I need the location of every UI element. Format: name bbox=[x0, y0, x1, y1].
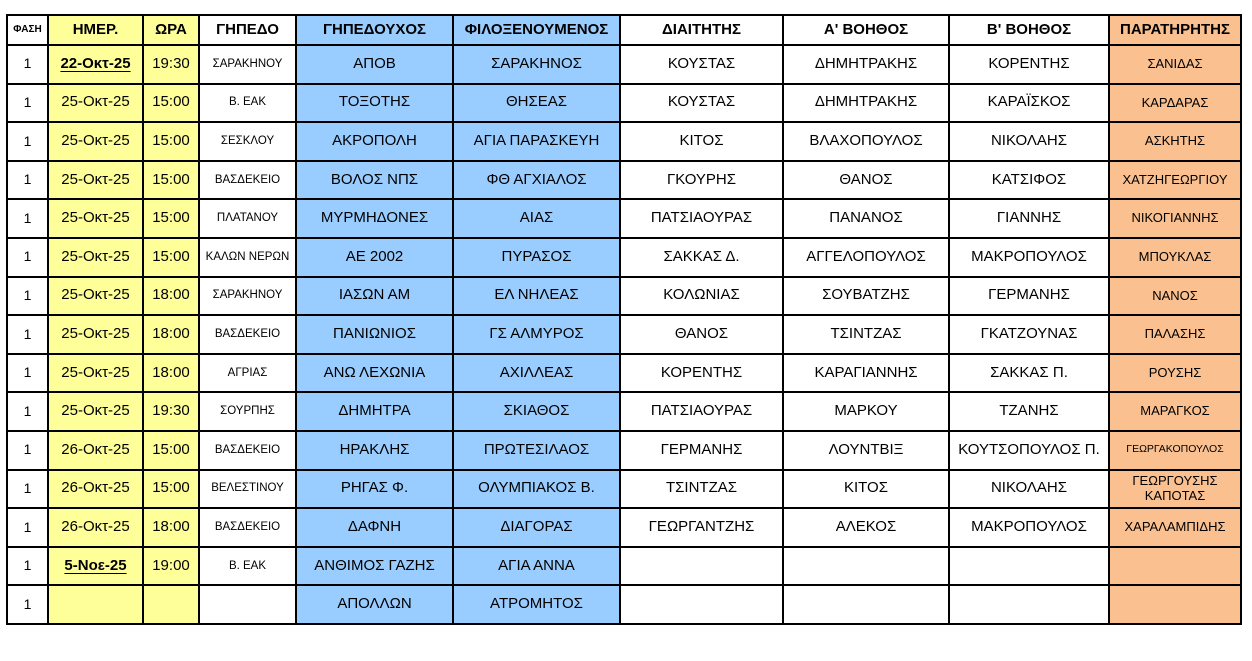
cell-referee: ΚΟΛΩΝΙΑΣ bbox=[620, 277, 783, 316]
table-row bbox=[7, 547, 1241, 586]
cell-venue: Β. ΕΑΚ bbox=[199, 547, 296, 586]
cell-referee: ΣΑΚΚΑΣ Δ. bbox=[620, 238, 783, 277]
table-row bbox=[7, 122, 1241, 161]
cell-venue: Β. ΕΑΚ bbox=[199, 84, 296, 123]
cell-venue bbox=[199, 585, 296, 624]
column-header-time: ΩΡΑ bbox=[143, 15, 199, 45]
cell-observer: ΝΙΚΟΓΙΑΝΝΗΣ bbox=[1109, 199, 1241, 238]
cell-referee: ΚΟΥΣΤΑΣ bbox=[620, 84, 783, 123]
cell-assistant1: ΤΣΙΝΤΖΑΣ bbox=[783, 315, 949, 354]
cell-phase: 1 bbox=[7, 199, 48, 238]
cell-date: 25-Οκτ-25 bbox=[48, 238, 143, 277]
cell-assistant1 bbox=[783, 585, 949, 624]
cell-home: ΑΚΡΟΠΟΛΗ bbox=[296, 122, 453, 161]
table-row bbox=[7, 354, 1241, 393]
table-row bbox=[7, 315, 1241, 354]
cell-assistant1: ΚΑΡΑΓΙΑΝΝΗΣ bbox=[783, 354, 949, 393]
column-header-assistant1: Α' ΒΟΗΘΟΣ bbox=[783, 15, 949, 45]
cell-assistant2: ΓΚΑΤΖΟΥΝΑΣ bbox=[949, 315, 1109, 354]
cell-date: 26-Οκτ-25 bbox=[48, 431, 143, 470]
cell-assistant2: ΤΖΑΝΗΣ bbox=[949, 392, 1109, 431]
cell-venue: ΣΕΣΚΛΟΥ bbox=[199, 122, 296, 161]
cell-time: 19:30 bbox=[143, 392, 199, 431]
cell-assistant2: ΓΕΡΜΑΝΗΣ bbox=[949, 277, 1109, 316]
cell-date: 26-Οκτ-25 bbox=[48, 470, 143, 509]
cell-assistant2: ΝΙΚΟΛΑΗΣ bbox=[949, 122, 1109, 161]
cell-date: 25-Οκτ-25 bbox=[48, 277, 143, 316]
column-header-phase: ΦΑΣΗ bbox=[7, 15, 48, 45]
cell-time: 15:00 bbox=[143, 122, 199, 161]
cell-phase: 1 bbox=[7, 585, 48, 624]
cell-home: ΑΝΩ ΛΕΧΩΝΙΑ bbox=[296, 354, 453, 393]
cell-away: ΑΙΑΣ bbox=[453, 199, 620, 238]
cell-assistant1: ΜΑΡΚΟΥ bbox=[783, 392, 949, 431]
cell-time: 15:00 bbox=[143, 161, 199, 200]
column-header-date: ΗΜΕΡ. bbox=[48, 15, 143, 45]
cell-away: ΦΘ ΑΓΧΙΑΛΟΣ bbox=[453, 161, 620, 200]
cell-venue: ΒΑΣΔΕΚΕΙΟ bbox=[199, 161, 296, 200]
cell-away: ΓΣ ΑΛΜΥΡΟΣ bbox=[453, 315, 620, 354]
cell-phase: 1 bbox=[7, 431, 48, 470]
cell-away: ΟΛΥΜΠΙΑΚΟΣ Β. bbox=[453, 470, 620, 509]
cell-away: ΑΧΙΛΛΕΑΣ bbox=[453, 354, 620, 393]
cell-referee: ΘΑΝΟΣ bbox=[620, 315, 783, 354]
cell-away: ΘΗΣΕΑΣ bbox=[453, 84, 620, 123]
cell-venue: ΣΑΡΑΚΗΝΟΥ bbox=[199, 45, 296, 84]
cell-home: ΙΑΣΩΝ ΑΜ bbox=[296, 277, 453, 316]
cell-assistant2: ΝΙΚΟΛΑΗΣ bbox=[949, 470, 1109, 509]
cell-away: ΑΤΡΟΜΗΤΟΣ bbox=[453, 585, 620, 624]
cell-phase: 1 bbox=[7, 392, 48, 431]
cell-phase: 1 bbox=[7, 84, 48, 123]
cell-referee bbox=[620, 585, 783, 624]
cell-date bbox=[48, 585, 143, 624]
cell-venue: ΚΑΛΩΝ ΝΕΡΩΝ bbox=[199, 238, 296, 277]
cell-time: 19:00 bbox=[143, 547, 199, 586]
cell-phase: 1 bbox=[7, 238, 48, 277]
cell-referee: ΚΟΡΕΝΤΗΣ bbox=[620, 354, 783, 393]
column-header-referee: ΔΙΑΙΤΗΤΗΣ bbox=[620, 15, 783, 45]
cell-assistant2: ΚΟΡΕΝΤΗΣ bbox=[949, 45, 1109, 84]
table-row bbox=[7, 277, 1241, 316]
cell-assistant2: ΜΑΚΡΟΠΟΥΛΟΣ bbox=[949, 508, 1109, 547]
cell-home: ΡΗΓΑΣ Φ. bbox=[296, 470, 453, 509]
cell-assistant1: ΣΟΥΒΑΤΖΗΣ bbox=[783, 277, 949, 316]
cell-assistant1: ΔΗΜΗΤΡΑΚΗΣ bbox=[783, 84, 949, 123]
cell-time: 19:30 bbox=[143, 45, 199, 84]
cell-venue: ΒΕΛΕΣΤΙΝΟΥ bbox=[199, 470, 296, 509]
cell-referee: ΓΚΟΥΡΗΣ bbox=[620, 161, 783, 200]
cell-assistant2: ΣΑΚΚΑΣ Π. bbox=[949, 354, 1109, 393]
table-row bbox=[7, 238, 1241, 277]
cell-venue: ΒΑΣΔΕΚΕΙΟ bbox=[199, 315, 296, 354]
cell-away: ΕΛ ΝΗΛΕΑΣ bbox=[453, 277, 620, 316]
cell-observer: ΚΑΡΔΑΡΑΣ bbox=[1109, 84, 1241, 123]
cell-phase: 1 bbox=[7, 547, 48, 586]
cell-assistant2: ΚΑΡΑΪΣΚΟΣ bbox=[949, 84, 1109, 123]
column-header-assistant2: Β' ΒΟΗΘΟΣ bbox=[949, 15, 1109, 45]
cell-assistant1: ΚΙΤΟΣ bbox=[783, 470, 949, 509]
cell-home: ΑΝΘΙΜΟΣ ΓΑΖΗΣ bbox=[296, 547, 453, 586]
cell-time: 15:00 bbox=[143, 238, 199, 277]
cell-home: ΠΑΝΙΩΝΙΟΣ bbox=[296, 315, 453, 354]
cell-venue: ΠΛΑΤΑΝΟΥ bbox=[199, 199, 296, 238]
cell-time: 15:00 bbox=[143, 199, 199, 238]
cell-venue: ΣΟΥΡΠΗΣ bbox=[199, 392, 296, 431]
cell-phase: 1 bbox=[7, 45, 48, 84]
cell-observer bbox=[1109, 585, 1241, 624]
match-schedule-table bbox=[6, 14, 1242, 625]
cell-date: 25-Οκτ-25 bbox=[48, 161, 143, 200]
cell-venue: ΣΑΡΑΚΗΝΟΥ bbox=[199, 277, 296, 316]
cell-venue: ΒΑΣΔΕΚΕΙΟ bbox=[199, 508, 296, 547]
cell-observer: ΑΣΚΗΤΗΣ bbox=[1109, 122, 1241, 161]
cell-assistant2 bbox=[949, 585, 1109, 624]
table-row bbox=[7, 45, 1241, 84]
cell-home: ΑΠΟΒ bbox=[296, 45, 453, 84]
cell-home: ΜΥΡΜΗΔΟΝΕΣ bbox=[296, 199, 453, 238]
column-header-venue: ΓΗΠΕΔΟ bbox=[199, 15, 296, 45]
cell-time: 15:00 bbox=[143, 431, 199, 470]
cell-observer: ΣΑΝΙΔΑΣ bbox=[1109, 45, 1241, 84]
cell-date: 25-Οκτ-25 bbox=[48, 199, 143, 238]
cell-assistant2: ΓΙΑΝΝΗΣ bbox=[949, 199, 1109, 238]
column-header-away: ΦΙΛΟΞΕΝΟΥΜΕΝΟΣ bbox=[453, 15, 620, 45]
cell-time: 18:00 bbox=[143, 354, 199, 393]
cell-date: 5-Νοε-25 bbox=[48, 547, 143, 586]
table-row bbox=[7, 392, 1241, 431]
column-header-observer: ΠΑΡΑΤΗΡΗΤΗΣ bbox=[1109, 15, 1241, 45]
column-header-home: ΓΗΠΕΔΟΥΧΟΣ bbox=[296, 15, 453, 45]
cell-referee: ΠΑΤΣΙΑΟΥΡΑΣ bbox=[620, 199, 783, 238]
cell-referee bbox=[620, 547, 783, 586]
cell-phase: 1 bbox=[7, 161, 48, 200]
table-row bbox=[7, 585, 1241, 624]
cell-assistant1: ΘΑΝΟΣ bbox=[783, 161, 949, 200]
cell-observer: ΝΑΝΟΣ bbox=[1109, 277, 1241, 316]
cell-assistant1 bbox=[783, 547, 949, 586]
cell-venue: ΑΓΡΙΑΣ bbox=[199, 354, 296, 393]
cell-observer: ΓΕΩΡΓΑΚΟΠΟΥΛΟΣ bbox=[1109, 431, 1241, 470]
cell-phase: 1 bbox=[7, 354, 48, 393]
cell-home: ΑΕ 2002 bbox=[296, 238, 453, 277]
cell-assistant1: ΑΓΓΕΛΟΠΟΥΛΟΣ bbox=[783, 238, 949, 277]
table-row bbox=[7, 161, 1241, 200]
cell-home: ΗΡΑΚΛΗΣ bbox=[296, 431, 453, 470]
cell-observer: ΠΑΛΑΣΗΣ bbox=[1109, 315, 1241, 354]
cell-phase: 1 bbox=[7, 508, 48, 547]
cell-observer: ΓΕΩΡΓΟΥΣΗΣ ΚΑΠΟΤΑΣ bbox=[1109, 470, 1241, 509]
cell-date: 25-Οκτ-25 bbox=[48, 84, 143, 123]
cell-away: ΑΓΙΑ ΠΑΡΑΣΚΕΥΗ bbox=[453, 122, 620, 161]
cell-phase: 1 bbox=[7, 470, 48, 509]
cell-away: ΠΥΡΑΣΟΣ bbox=[453, 238, 620, 277]
cell-assistant1: ΒΛΑΧΟΠΟΥΛΟΣ bbox=[783, 122, 949, 161]
cell-assistant2 bbox=[949, 547, 1109, 586]
header-row bbox=[7, 15, 1241, 45]
cell-referee: ΠΑΤΣΙΑΟΥΡΑΣ bbox=[620, 392, 783, 431]
cell-date: 25-Οκτ-25 bbox=[48, 315, 143, 354]
cell-observer: ΡΟΥΣΗΣ bbox=[1109, 354, 1241, 393]
cell-home: ΔΑΦΝΗ bbox=[296, 508, 453, 547]
cell-referee: ΤΣΙΝΤΖΑΣ bbox=[620, 470, 783, 509]
table-row bbox=[7, 431, 1241, 470]
cell-referee: ΚΙΤΟΣ bbox=[620, 122, 783, 161]
cell-assistant1: ΔΗΜΗΤΡΑΚΗΣ bbox=[783, 45, 949, 84]
cell-away: ΣΑΡΑΚΗΝΟΣ bbox=[453, 45, 620, 84]
table-row bbox=[7, 84, 1241, 123]
cell-date: 25-Οκτ-25 bbox=[48, 354, 143, 393]
cell-referee: ΓΕΡΜΑΝΗΣ bbox=[620, 431, 783, 470]
cell-time: 15:00 bbox=[143, 470, 199, 509]
cell-assistant1: ΑΛΕΚΟΣ bbox=[783, 508, 949, 547]
cell-time: 15:00 bbox=[143, 84, 199, 123]
cell-phase: 1 bbox=[7, 122, 48, 161]
cell-assistant1: ΠΑΝΑΝΟΣ bbox=[783, 199, 949, 238]
cell-time: 18:00 bbox=[143, 315, 199, 354]
cell-phase: 1 bbox=[7, 315, 48, 354]
cell-referee: ΓΕΩΡΓΑΝΤΖΗΣ bbox=[620, 508, 783, 547]
cell-phase: 1 bbox=[7, 277, 48, 316]
cell-observer bbox=[1109, 547, 1241, 586]
cell-home: ΔΗΜΗΤΡΑ bbox=[296, 392, 453, 431]
cell-time bbox=[143, 585, 199, 624]
table-row bbox=[7, 508, 1241, 547]
cell-date: 22-Οκτ-25 bbox=[48, 45, 143, 84]
cell-observer: ΧΑΤΖΗΓΕΩΡΓΙΟΥ bbox=[1109, 161, 1241, 200]
cell-home: ΑΠΟΛΛΩΝ bbox=[296, 585, 453, 624]
cell-assistant2: ΚΑΤΣΙΦΟΣ bbox=[949, 161, 1109, 200]
cell-away: ΑΓΙΑ ΑΝΝΑ bbox=[453, 547, 620, 586]
cell-venue: ΒΑΣΔΕΚΕΙΟ bbox=[199, 431, 296, 470]
cell-time: 18:00 bbox=[143, 277, 199, 316]
cell-referee: ΚΟΥΣΤΑΣ bbox=[620, 45, 783, 84]
cell-home: ΒΟΛΟΣ ΝΠΣ bbox=[296, 161, 453, 200]
table-row bbox=[7, 470, 1241, 509]
cell-home: ΤΟΞΟΤΗΣ bbox=[296, 84, 453, 123]
cell-observer: ΧΑΡΑΛΑΜΠΙΔΗΣ bbox=[1109, 508, 1241, 547]
cell-observer: ΜΠΟΥΚΛΑΣ bbox=[1109, 238, 1241, 277]
cell-assistant2: ΜΑΚΡΟΠΟΥΛΟΣ bbox=[949, 238, 1109, 277]
cell-date: 25-Οκτ-25 bbox=[48, 122, 143, 161]
table-row bbox=[7, 199, 1241, 238]
cell-away: ΠΡΩΤΕΣΙΛΑΟΣ bbox=[453, 431, 620, 470]
cell-observer: ΜΑΡΑΓΚΟΣ bbox=[1109, 392, 1241, 431]
cell-date: 25-Οκτ-25 bbox=[48, 392, 143, 431]
cell-away: ΣΚΙΑΘΟΣ bbox=[453, 392, 620, 431]
cell-away: ΔΙΑΓΟΡΑΣ bbox=[453, 508, 620, 547]
cell-assistant2: ΚΟΥΤΣΟΠΟΥΛΟΣ Π. bbox=[949, 431, 1109, 470]
cell-time: 18:00 bbox=[143, 508, 199, 547]
cell-assistant1: ΛΟΥΝΤΒΙΞ bbox=[783, 431, 949, 470]
cell-date: 26-Οκτ-25 bbox=[48, 508, 143, 547]
